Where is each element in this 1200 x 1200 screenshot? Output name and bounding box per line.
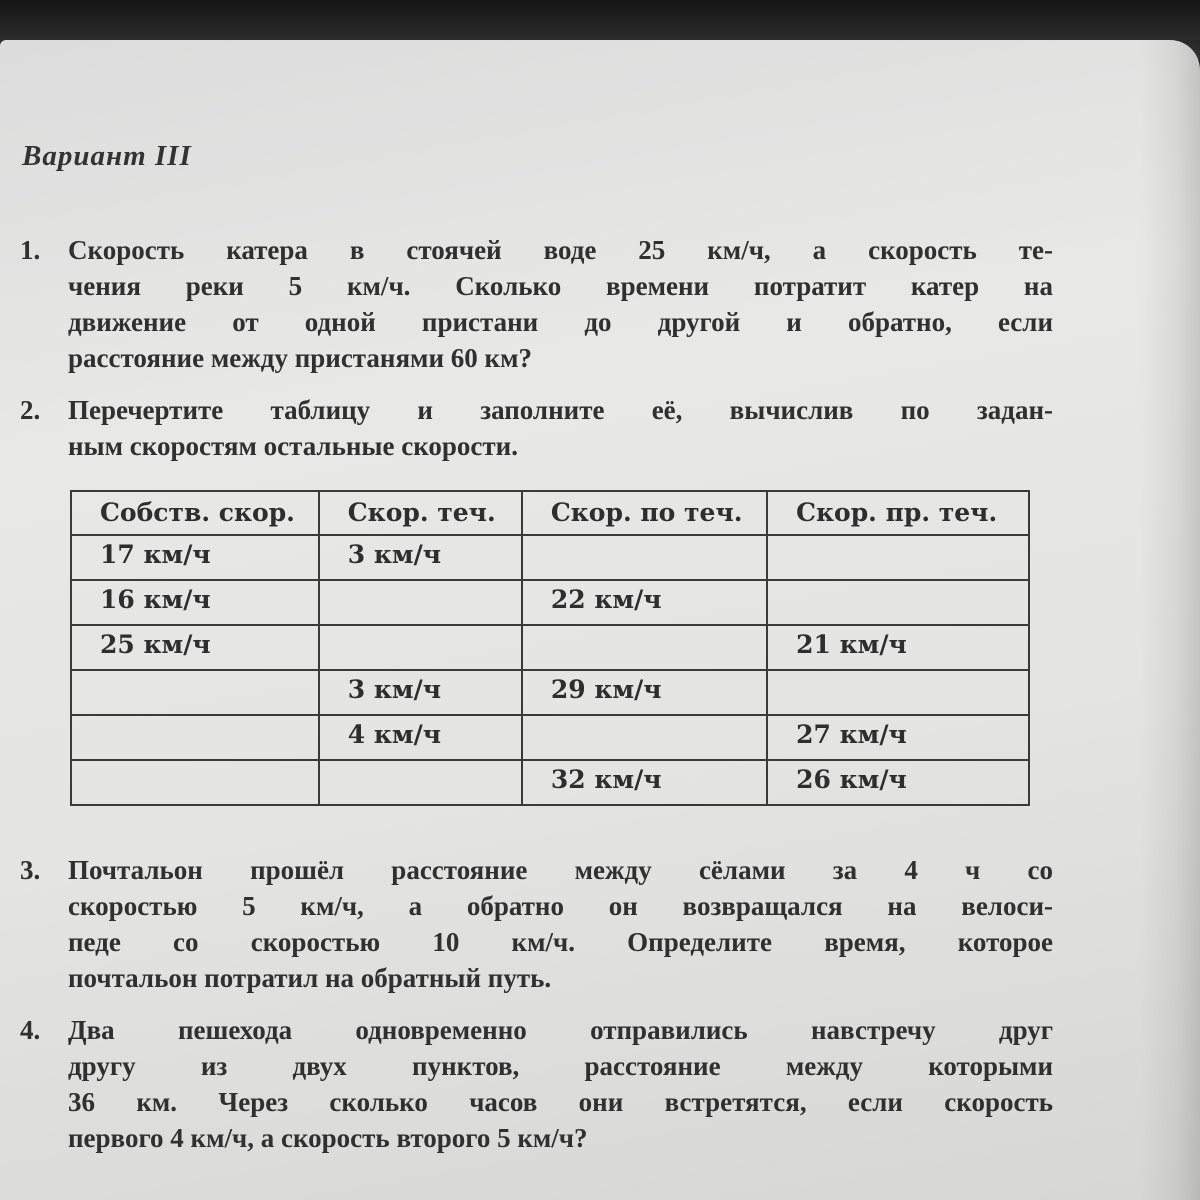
table-cell: 26 км/ч <box>767 760 1029 805</box>
task-line: чения реки 5 км/ч. Сколько времени потратит катер на <box>68 271 1053 301</box>
table-cell: 21 км/ч <box>767 625 1029 670</box>
table-cell: 16 км/ч <box>71 580 319 625</box>
table-row <box>71 715 1029 760</box>
header-own-speed: Собств. скор. <box>71 491 319 535</box>
table-cell: 27 км/ч <box>767 715 1029 760</box>
task-line: другу из двух пунктов, расстояние между которыми <box>68 1051 1053 1081</box>
table-cell: 3 км/ч <box>319 535 522 580</box>
task-number: 2. <box>20 395 41 425</box>
table-row <box>71 580 1029 625</box>
table-cell <box>767 535 1029 580</box>
speed-table <box>70 490 1030 806</box>
table-cell: 22 км/ч <box>522 580 767 625</box>
table-cell <box>767 670 1029 715</box>
table-cell: 3 км/ч <box>319 670 522 715</box>
task-line: Два пешехода одновременно отправились навстречу друг <box>68 1015 1053 1045</box>
table-cell <box>319 625 522 670</box>
task-line: педе со скоростью 10 км/ч. Определите время, которое <box>68 927 1053 957</box>
task-number: 1. <box>20 235 41 265</box>
table-cell <box>522 715 767 760</box>
table-cell <box>319 580 522 625</box>
table-cell <box>71 670 319 715</box>
task-number: 4. <box>20 1015 41 1045</box>
task-line: Скорость катера в стоячей воде 25 км/ч, а скорость те- <box>68 235 1053 265</box>
table-cell <box>71 760 319 805</box>
table-cell <box>767 580 1029 625</box>
task-line: почтальон потратил на обратный путь. <box>68 963 552 993</box>
header-upstream-speed: Скор. пр. теч. <box>767 491 1029 535</box>
table-cell <box>71 715 319 760</box>
table-cell: 17 км/ч <box>71 535 319 580</box>
task-line: Перечертите таблицу и заполните её, вычислив по задан- <box>68 395 1053 425</box>
table-row <box>71 535 1029 580</box>
table-row <box>71 625 1029 670</box>
table-cell: 29 км/ч <box>522 670 767 715</box>
task-line: ным скоростям остальные скорости. <box>68 431 518 461</box>
table-cell: 25 км/ч <box>71 625 319 670</box>
table-header-row <box>71 491 1029 535</box>
task-text <box>68 852 1053 996</box>
table-cell: 4 км/ч <box>319 715 522 760</box>
table-cell <box>319 760 522 805</box>
task-text <box>68 392 1053 464</box>
task-text <box>68 1012 1053 1156</box>
task-line: расстояние между пристанями 60 км? <box>68 343 532 373</box>
header-downstream-speed: Скор. по теч. <box>522 491 767 535</box>
table-row <box>71 760 1029 805</box>
task-line: Почтальон прошёл расстояние между сёлами за 4 ч со <box>68 855 1053 885</box>
table-cell <box>522 625 767 670</box>
header-current-speed: Скор. теч. <box>319 491 522 535</box>
task-line: 36 км. Через сколько часов они встретятся, если скорость <box>68 1087 1053 1117</box>
table-cell <box>522 535 767 580</box>
task-line: движение от одной пристани до другой и обратно, если <box>68 307 1053 337</box>
table-row <box>71 670 1029 715</box>
task-number: 3. <box>20 855 41 885</box>
task-text <box>68 232 1053 376</box>
task-line: скоростью 5 км/ч, а обратно он возвращался на велоси- <box>68 891 1053 921</box>
variant-heading: Вариант III <box>22 140 192 172</box>
table-cell: 32 км/ч <box>522 760 767 805</box>
task-line: первого 4 км/ч, а скорость второго 5 км/ч? <box>68 1123 588 1153</box>
